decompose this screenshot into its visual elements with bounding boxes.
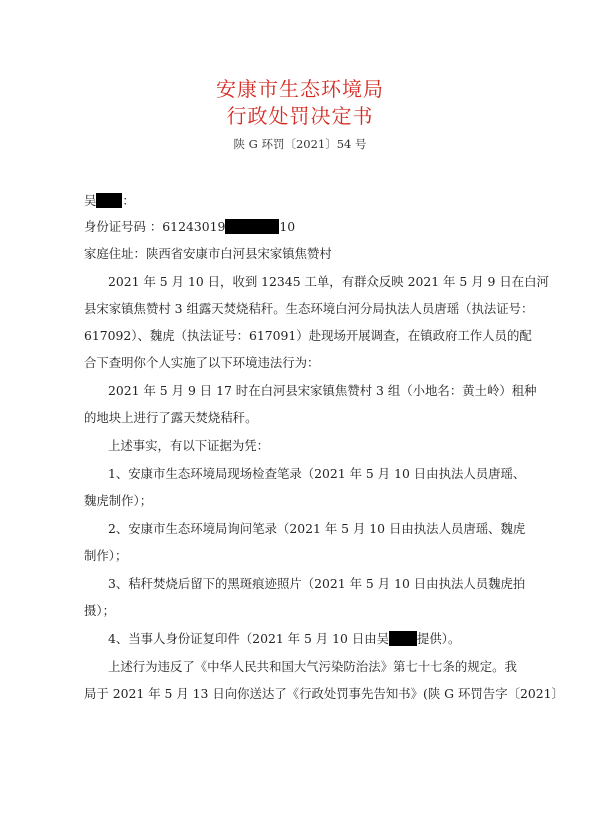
- address-line: 家庭住址：陕西省安康市白河县宋家镇焦赞村: [84, 246, 332, 261]
- document-number: 陕 G 环罚〔2021〕54 号: [233, 137, 367, 151]
- body-line: 617092）、魏虎（执法证号：617091）赴现场开展调查，在镇政府工作人员的配: [84, 328, 532, 343]
- body-line: 2021 年 5 月 10 日，收到 12345 工单，有群众反映 2021 年 5 月 9 日在白河: [108, 274, 549, 289]
- body-line: 县宋家镇焦赞村 3 组露天焚烧秸秆。生态环境白河分局执法人员唐瑶（执法证号：: [84, 301, 534, 316]
- id-suffix: 10: [279, 219, 296, 234]
- evidence-4-prefix: 4、当事人身份证复印件（2021 年 5 月 10 日由吴: [108, 631, 390, 646]
- body-line: 上述事实，有以下证据为凭：: [108, 438, 270, 453]
- party-name-line: [84, 192, 524, 210]
- body-line: 局于 2021 年 5 月 13 日向你送达了《行政处罚事先告知书》(陕 G 环罚告字〔2021〕: [84, 686, 564, 701]
- redaction-block: [96, 193, 122, 208]
- evidence-item-3: 3、秸秆焚烧后留下的黑斑痕迹照片（2021 年 5 月 10 日由执法人员魏虎拍: [108, 576, 526, 591]
- redaction-block: [389, 631, 417, 646]
- id-label: 身份证号码 ：: [84, 219, 163, 234]
- document-type-title: 行政处罚决定书: [226, 104, 374, 128]
- id-prefix: 61243019: [162, 219, 226, 234]
- body-line: 合下查明你个人实施了以下环境违法行为：: [84, 355, 320, 370]
- evidence-item-2-cont: 制作）；: [84, 548, 128, 563]
- evidence-item-3-cont: 摄）；: [84, 603, 115, 618]
- body-line: 的地块上进行了露天焚烧秸秆。: [84, 410, 258, 425]
- id-number-line: [84, 218, 524, 236]
- body-line: 上述行为违反了《中华人民共和国大气污染防治法》第七十七条的规定。我: [108, 659, 517, 674]
- party-name-suffix: ：: [122, 193, 135, 208]
- body-line: 2021 年 5 月 9 日 17 时在白河县宋家镇焦赞村 3 组（小地名：黄土岭）租种: [108, 383, 537, 398]
- evidence-4-suffix: 提供）。: [417, 631, 461, 646]
- evidence-item-2: 2、安康市生态环境局询问笔录（2021 年 5 月 10 日由执法人员唐瑶、魏虎: [108, 521, 526, 536]
- agency-title: 安康市生态环境局: [216, 77, 384, 101]
- evidence-item-4: [108, 630, 524, 648]
- evidence-item-1-cont: 魏虎制作）；: [84, 493, 153, 508]
- evidence-item-1: 1、安康市生态环境局现场检查笔录（2021 年 5 月 10 日由执法人员唐瑶、: [108, 466, 526, 481]
- party-name-prefix: 吴: [84, 193, 97, 208]
- redaction-block: [225, 219, 279, 234]
